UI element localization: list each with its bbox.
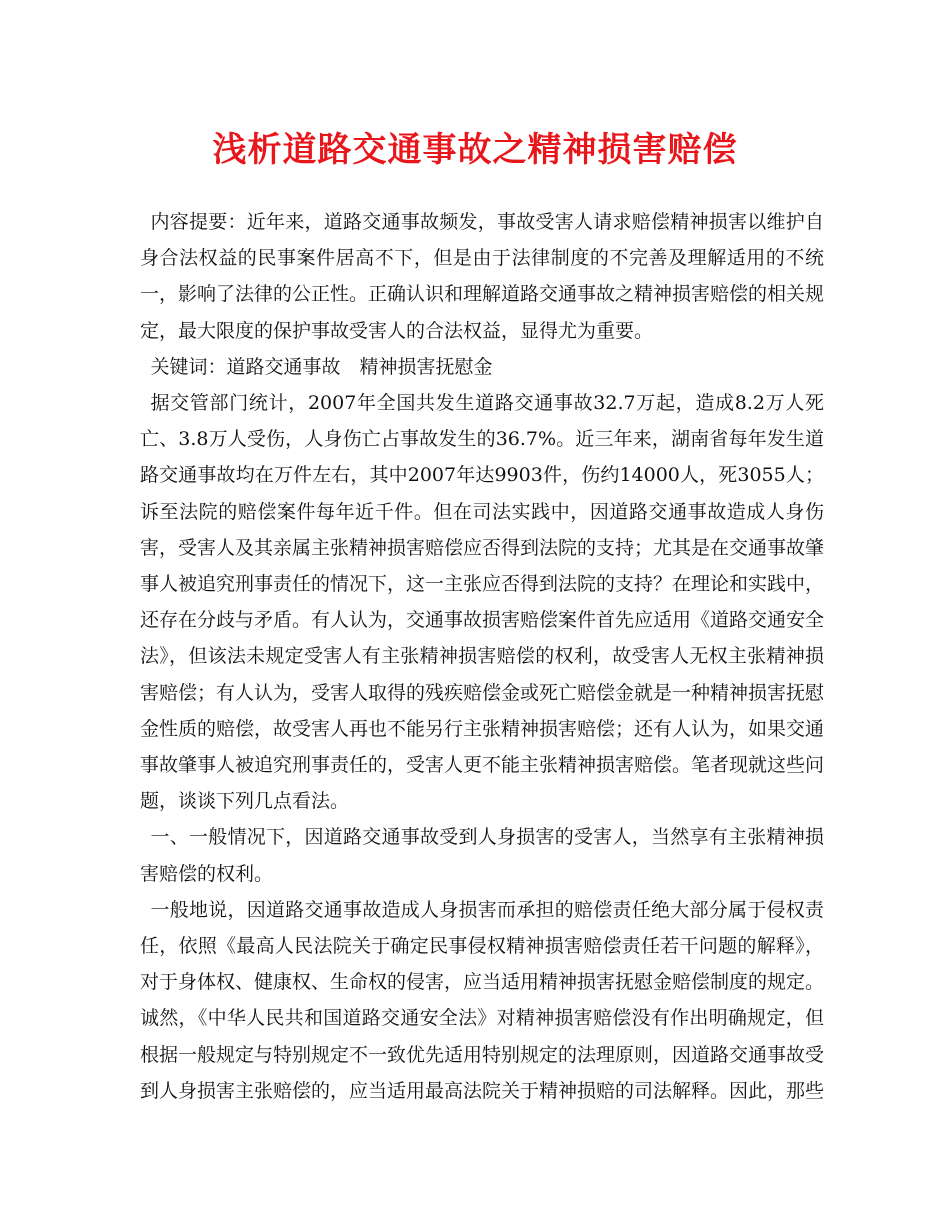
body-paragraph: 一般地说，因道路交通事故造成人身损害而承担的赔偿责任绝大部分属于侵权责任，依照《最高人民法院关于确定民事侵权精神损害赔偿责任若干问题的解释》，对于身体权、健康权、生命权的侵害，应当适用精神损害抚慰金赔偿制度的规定。诚然，《中华人民共和国道路交通安全法》对精神损害赔偿没有作出明确规定，但根据一般规定与特别规定不一致优先适用特别规定的法理原则，因道路交通事故受到人身损害主张赔偿的，应当适用最高法院关于精神损赔的司法解释。因此，那些 <box>140 898 825 1102</box>
keywords-paragraph: 关键词：道路交通事故 精神损害抚慰金 <box>150 355 493 378</box>
section-heading: 一、一般情况下，因道路交通事故受到人身损害的受害人，当然享有主张精神损害赔偿的权利。 <box>140 826 824 885</box>
abstract-paragraph: 内容提要：近年来，道路交通事故频发，事故受害人请求赔偿精神损害以维护自身合法权益的民事案件居高不下，但是由于法律制度的不完善及理解适用的不统一，影响了法律的公正性。正确认识和理解道路交通事故之精神损害赔偿的相关规定，最大限度的保护事故受害人的合法权益，显得尤为重要。 <box>140 211 825 342</box>
document-title: 浅析道路交通事故之精神损害赔偿 <box>212 130 738 170</box>
body-paragraph: 据交管部门统计，2007年全国共发生道路交通事故32.7万起，造成8.2万人死亡、3.8万人受伤，人身伤亡占事故发生的36.7%。近三年来，湖南省每年发生道路交通事故均在万件左右，其中2007年达9903件，伤约14000人，死3055人；诉至法院的赔偿案件每年近千件。但在司法实践中，因道路交通事故造成人身伤害，受害人及其亲属主张精神损害赔偿应否得到法院的支持；尤其是在交通事故肇事人被追究刑事责任的情况下，这一主张应否得到法院的支持？在理论和实践中，还存在分歧与矛盾。有人认为，交通事故损害赔偿案件首先应适用《道路交通安全法》，但该法未规定受害人有主张精神损害赔偿的权利，故受害人无权主张精神损害赔偿；有人认为，受害人取得的残疾赔偿金或死亡赔偿金就是一种精神损害抚慰金性质的赔偿，故受害人再也不能另行主张精神损害赔偿；还有人认为，如果交通事故肇事人被追究刑事责任的，受害人更不能主张精神损害赔偿。笔者现就这些问题，谈谈下列几点看法。 <box>140 392 825 813</box>
document-body <box>140 204 824 1109</box>
